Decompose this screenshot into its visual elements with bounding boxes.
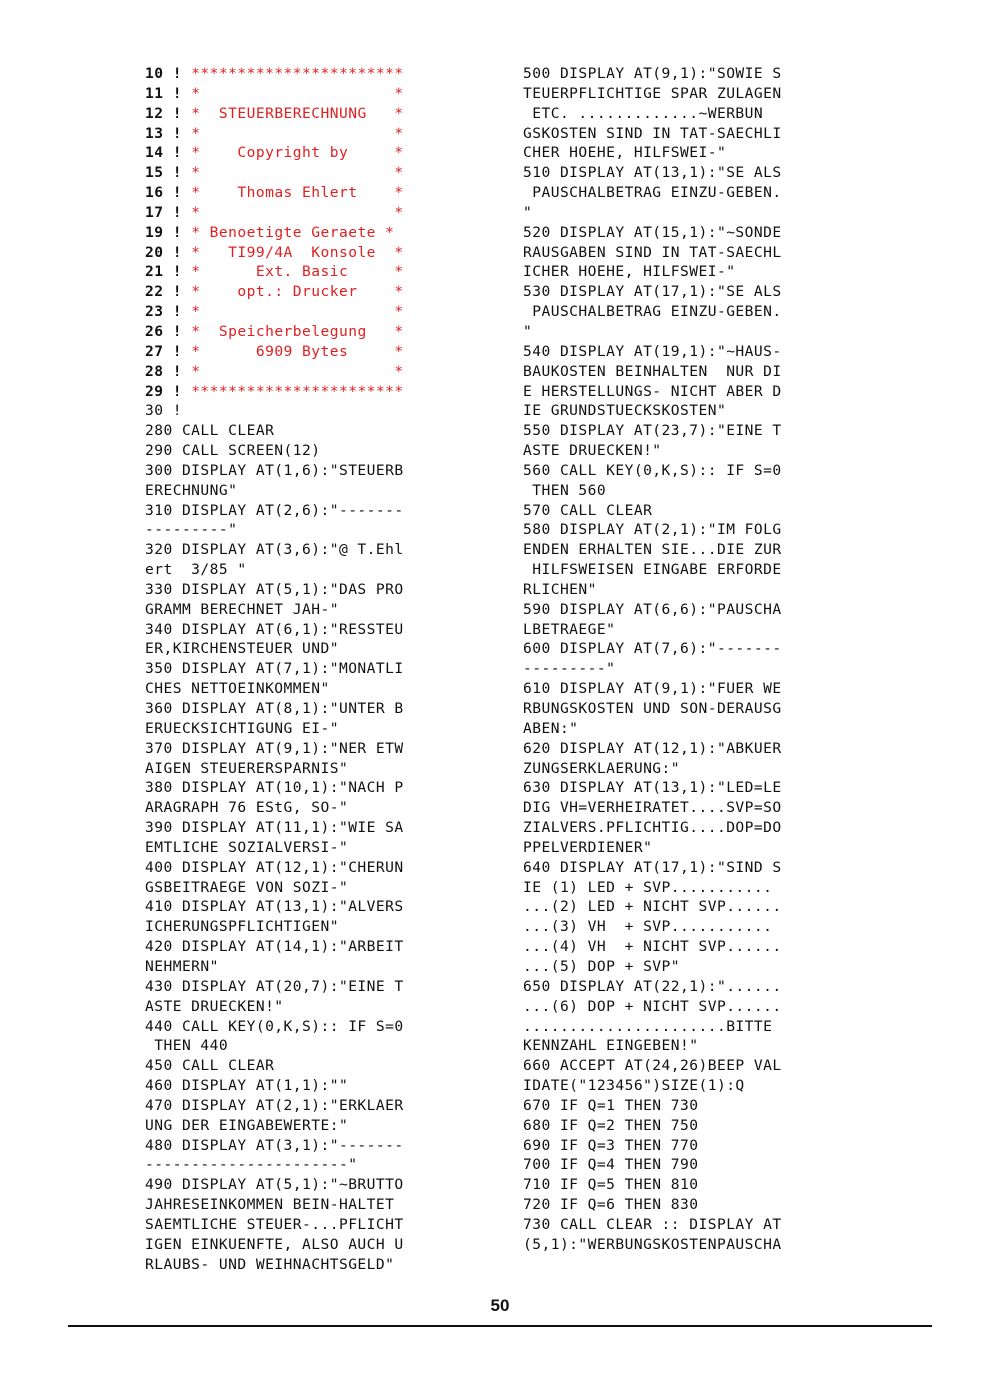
line-number: 20 ! xyxy=(145,243,182,261)
code-line xyxy=(145,243,490,263)
code-line: ...(3) VH + SVP........... xyxy=(523,918,773,936)
code-line: " xyxy=(523,203,533,221)
code-line xyxy=(145,223,490,243)
code-line: PAUSCHALBETRAG EINZU-GEBEN. xyxy=(523,303,782,321)
banner-comment: * Copyright by * xyxy=(181,144,404,162)
banner-comment: * * xyxy=(181,203,404,221)
code-line: 620 DISPLAY AT(12,1):"ABKUER xyxy=(523,739,782,757)
code-line: ER,KIRCHENSTEUER UND" xyxy=(145,640,339,658)
code-line xyxy=(145,124,490,144)
code-line: 310 DISPLAY AT(2,6):"------- xyxy=(145,501,404,519)
code-line: 570 CALL CLEAR xyxy=(523,501,653,519)
code-line: IDATE("123456")SIZE(1):Q xyxy=(523,1077,745,1095)
code-line: 590 DISPLAY AT(6,6):"PAUSCHA xyxy=(523,600,782,618)
code-line: ...(4) VH + NICHT SVP...... xyxy=(523,938,782,956)
code-line: ETC. .............~WERBUN xyxy=(523,104,764,122)
banner-comment: * TI99/4A Konsole * xyxy=(181,243,404,261)
code-line: 460 DISPLAY AT(1,1):"" xyxy=(145,1077,349,1095)
line-number: 17 ! xyxy=(145,203,182,221)
code-line: 630 DISPLAY AT(13,1):"LED=LE xyxy=(523,779,782,797)
code-line: 400 DISPLAY AT(12,1):"CHERUN xyxy=(145,858,404,876)
code-line: GSBEITRAEGE VON SOZI-" xyxy=(145,878,349,896)
code-line: ......................BITTE xyxy=(523,1017,773,1035)
code-line: 470 DISPLAY AT(2,1):"ERKLAER xyxy=(145,1096,404,1114)
code-line: ARAGRAPH 76 EStG, SO-" xyxy=(145,799,349,817)
code-line: 510 DISPLAY AT(13,1):"SE ALS xyxy=(523,164,782,182)
code-line: RLICHEN" xyxy=(523,580,597,598)
code-line xyxy=(145,322,490,342)
code-line xyxy=(145,342,490,362)
code-line xyxy=(145,262,490,282)
code-line: 450 CALL CLEAR xyxy=(145,1057,275,1075)
listing-right-column xyxy=(523,64,863,1255)
code-line: DIG VH=VERHEIRATET....SVP=SO xyxy=(523,799,782,817)
banner-comment: * * xyxy=(181,164,404,182)
code-line: 500 DISPLAY AT(9,1):"SOWIE S xyxy=(523,65,782,82)
line-number: 23 ! xyxy=(145,303,182,321)
code-line: IGEN EINKUENFTE, ALSO AUCH U xyxy=(145,1235,404,1253)
code-line: 710 IF Q=5 THEN 810 xyxy=(523,1176,699,1194)
code-line xyxy=(145,203,490,223)
code-line: IE GRUNDSTUECKSKOSTEN" xyxy=(523,402,727,420)
code-line xyxy=(145,362,490,382)
code-line: 370 DISPLAY AT(9,1):"NER ETW xyxy=(145,739,404,757)
code-line: NEHMERN" xyxy=(145,957,219,975)
code-line: RAUSGABEN SIND IN TAT-SAECHL xyxy=(523,243,782,261)
code-line: PAUSCHALBETRAG EINZU-GEBEN. xyxy=(523,184,782,202)
code-line: 350 DISPLAY AT(7,1):"MONATLI xyxy=(145,660,404,678)
line-number: 14 ! xyxy=(145,144,182,162)
code-line: LBETRAEGE" xyxy=(523,620,616,638)
code-line: E HERSTELLUNGS- NICHT ABER D xyxy=(523,382,782,400)
banner-comment: *********************** xyxy=(181,382,404,400)
code-line: GRAMM BERECHNET JAH-" xyxy=(145,600,339,618)
banner-comment: * * xyxy=(181,303,404,321)
code-line: 530 DISPLAY AT(17,1):"SE ALS xyxy=(523,283,782,301)
code-line: 360 DISPLAY AT(8,1):"UNTER B xyxy=(145,700,404,717)
code-line: ICHERUNGSPFLICHTIGEN" xyxy=(145,918,339,936)
code-line: 330 DISPLAY AT(5,1):"DAS PRO xyxy=(145,580,404,598)
code-line: 730 CALL CLEAR :: DISPLAY AT xyxy=(523,1215,782,1233)
line-number: 11 ! xyxy=(145,84,182,102)
code-line xyxy=(145,302,490,322)
banner-comment: * * xyxy=(181,362,404,380)
banner-comment: * 6909 Bytes * xyxy=(181,342,404,360)
code-line: IE (1) LED + SVP........... xyxy=(523,878,773,896)
code-line xyxy=(145,183,490,203)
code-line: ...(2) LED + NICHT SVP...... xyxy=(523,898,782,916)
code-line: ZUNGSERKLAERUNG:" xyxy=(523,759,681,777)
code-line: TEUERPFLICHTIGE SPAR ZULAGEN xyxy=(523,84,782,102)
code-line: EMTLICHE SOZIALVERSI-" xyxy=(145,838,349,856)
code-line: CHER HOEHE, HILFSWEI-" xyxy=(523,144,727,162)
code-line: ...(5) DOP + SVP" xyxy=(523,957,681,975)
code-line: 670 IF Q=1 THEN 730 xyxy=(523,1096,699,1114)
line-number: 27 ! xyxy=(145,342,182,360)
line-number: 21 ! xyxy=(145,263,182,281)
code-line xyxy=(145,104,490,124)
code-line: SAEMTLICHE STEUER-...PFLICHT xyxy=(145,1215,404,1233)
code-line: ICHER HOEHE, HILFSWEI-" xyxy=(523,263,736,281)
banner-comment: * Ext. Basic * xyxy=(181,263,404,281)
code-line: KENNZAHL EINGEBEN!" xyxy=(523,1037,699,1055)
code-line: 540 DISPLAY AT(19,1):"~HAUS- xyxy=(523,342,782,360)
code-line: 340 DISPLAY AT(6,1):"RESSTEU xyxy=(145,620,404,638)
code-line: ---------" xyxy=(145,521,238,539)
code-line: AIGEN STEUERERSPARNIS" xyxy=(145,759,349,777)
code-line xyxy=(145,84,490,104)
code-line: ABEN:" xyxy=(523,719,579,737)
code-line: 580 DISPLAY AT(2,1):"IM FOLG xyxy=(523,521,782,539)
banner-comment: * Benoetigte Geraete * xyxy=(181,223,395,241)
code-line: 600 DISPLAY AT(7,6):"------- xyxy=(523,640,782,658)
code-line: 610 DISPLAY AT(9,1):"FUER WE xyxy=(523,680,782,698)
code-line: 430 DISPLAY AT(20,7):"EINE T xyxy=(145,977,404,995)
code-line: ERECHNUNG" xyxy=(145,481,238,499)
code-line: ...(6) DOP + NICHT SVP...... xyxy=(523,997,782,1015)
code-line: ENDEN ERHALTEN SIE...DIE ZUR xyxy=(523,541,782,559)
line-number: 16 ! xyxy=(145,184,182,202)
banner-comment: * * xyxy=(181,124,404,142)
code-line: (5,1):"WERBUNGSKOSTENPAUSCHA xyxy=(523,1235,782,1253)
code-line: 550 DISPLAY AT(23,7):"EINE T xyxy=(523,422,782,440)
code-line xyxy=(145,143,490,163)
banner-comment: * STEUERBERECHNUNG * xyxy=(181,104,404,122)
code-line: 720 IF Q=6 THEN 830 xyxy=(523,1196,699,1214)
code-line: RLAUBS- UND WEIHNACHTSGELD" xyxy=(145,1255,395,1273)
listing-left-column xyxy=(145,64,490,1274)
code-line: ZIALVERS.PFLICHTIG....DOP=DO xyxy=(523,819,782,837)
code-line: ----------------------" xyxy=(145,1156,358,1174)
line-number: 26 ! xyxy=(145,322,182,340)
code-line: ---------" xyxy=(523,660,616,678)
code-line: GSKOSTEN SIND IN TAT-SAECHLI xyxy=(523,124,782,142)
code-line: 390 DISPLAY AT(11,1):"WIE SA xyxy=(145,819,404,837)
code-line: 380 DISPLAY AT(10,1):"NACH P xyxy=(145,779,404,797)
code-line xyxy=(145,382,490,402)
code-line: 410 DISPLAY AT(13,1):"ALVERS xyxy=(145,898,404,916)
code-line: PPELVERDIENER" xyxy=(523,838,653,856)
code-line: 420 DISPLAY AT(14,1):"ARBEIT xyxy=(145,938,404,956)
banner-comment: * Speicherbelegung * xyxy=(181,322,404,340)
code-line: THEN 440 xyxy=(145,1037,229,1055)
code-line xyxy=(145,163,490,183)
code-line: HILFSWEISEN EINGABE ERFORDE xyxy=(523,561,782,579)
code-line: ERUECKSICHTIGUNG EI-" xyxy=(145,719,339,737)
line-number: 29 ! xyxy=(145,382,182,400)
code-line: 560 CALL KEY(0,K,S):: IF S=0 xyxy=(523,461,782,479)
code-line: RBUNGSKOSTEN UND SON-DERAUSG xyxy=(523,700,782,717)
line-number: 22 ! xyxy=(145,283,182,301)
code-line: UNG DER EINGABEWERTE:" xyxy=(145,1116,349,1134)
code-line: " xyxy=(523,322,533,340)
footer-rule xyxy=(68,1325,932,1327)
code-line: 320 DISPLAY AT(3,6):"@ T.Ehl xyxy=(145,541,404,559)
code-line xyxy=(145,64,490,84)
code-line: 30 ! xyxy=(145,402,182,420)
code-line: 640 DISPLAY AT(17,1):"SIND S xyxy=(523,858,782,876)
code-line: 680 IF Q=2 THEN 750 xyxy=(523,1116,699,1134)
line-number: 13 ! xyxy=(145,124,182,142)
code-line: ert 3/85 " xyxy=(145,561,247,579)
code-line: 280 CALL CLEAR xyxy=(145,422,275,440)
line-number: 28 ! xyxy=(145,362,182,380)
code-line: THEN 560 xyxy=(523,481,607,499)
code-line: 480 DISPLAY AT(3,1):"------- xyxy=(145,1136,404,1154)
banner-comment: * opt.: Drucker * xyxy=(181,283,404,301)
code-line: CHES NETTOEINKOMMEN" xyxy=(145,680,330,698)
line-number: 10 ! xyxy=(145,65,182,82)
code-line: 490 DISPLAY AT(5,1):"~BRUTTO xyxy=(145,1176,404,1194)
page-number: 50 xyxy=(490,1296,510,1315)
code-line: JAHRESEINKOMMEN BEIN-HALTET xyxy=(145,1196,395,1214)
code-line xyxy=(145,282,490,302)
code-line: 700 IF Q=4 THEN 790 xyxy=(523,1156,699,1174)
code-line: ASTE DRUECKEN!" xyxy=(145,997,284,1015)
banner-comment: * * xyxy=(181,84,404,102)
code-line: 290 CALL SCREEN(12) xyxy=(145,442,321,460)
banner-comment: *********************** xyxy=(181,65,404,82)
code-line: 660 ACCEPT AT(24,26)BEEP VAL xyxy=(523,1057,782,1075)
code-line: 690 IF Q=3 THEN 770 xyxy=(523,1136,699,1154)
banner-comment: * Thomas Ehlert * xyxy=(181,184,404,202)
line-number: 12 ! xyxy=(145,104,182,122)
code-line: 440 CALL KEY(0,K,S):: IF S=0 xyxy=(145,1017,404,1035)
line-number: 15 ! xyxy=(145,164,182,182)
code-line: 300 DISPLAY AT(1,6):"STEUERB xyxy=(145,461,404,479)
code-line: 520 DISPLAY AT(15,1):"~SONDE xyxy=(523,223,782,241)
code-line: ASTE DRUECKEN!" xyxy=(523,442,662,460)
code-line: BAUKOSTEN BEINHALTEN NUR DI xyxy=(523,362,782,380)
line-number: 19 ! xyxy=(145,223,182,241)
code-line: 650 DISPLAY AT(22,1):"...... xyxy=(523,977,782,995)
